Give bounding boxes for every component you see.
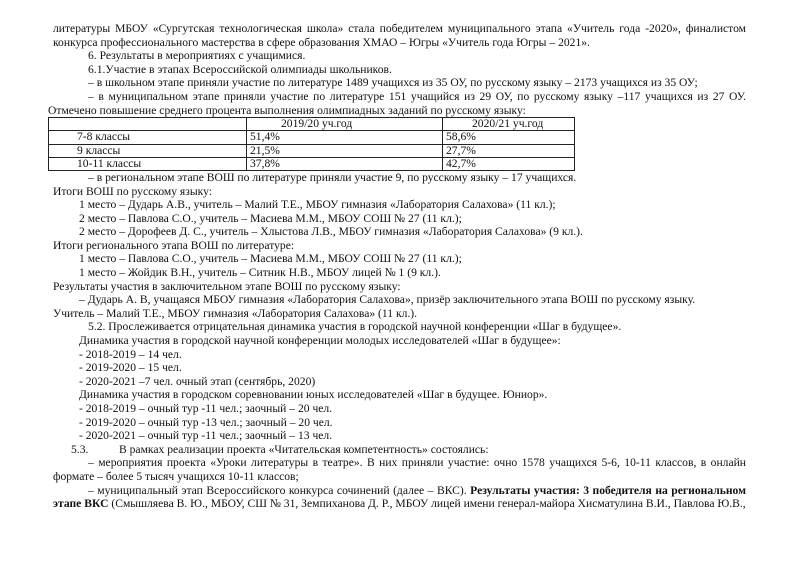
intro-line-1: литературы МБОУ «Сургутская технологическая школа» стала победителем муниципального этапа «Учитель года -2020», финалистом — [53, 22, 746, 35]
essay-line-1-bold: Результаты участия: 3 победителя на региональном — [470, 483, 746, 497]
table-cell: 9 классы — [49, 144, 247, 157]
final-stage-title: Результаты участия в заключительном этапе ВОШ по русскому языку: — [53, 279, 401, 293]
intro-line-2: конкурса профессионального мастерства в сфере образования ХМАО – Югры «Учитель года Югры – 2021». — [53, 35, 590, 49]
table-cell: 10-11 классы — [49, 157, 247, 170]
table-cell: 58,6% — [443, 131, 575, 144]
increase-note: Отмечено повышение среднего процента выполнения олимпиадных заданий по русскому языку: — [48, 103, 526, 117]
literature-result-item: 1 место – Павлова С.О., учитель – Масиева М.М., МБОУ СОШ № 27 (11 кл.); — [79, 252, 462, 266]
essay-line-1-plain: – муниципальный этап Всероссийского конкурса сочинений (далее – ВКС). — [88, 483, 471, 497]
school-stage-text: – в школьном этапе приняли участие по литературе 1489 учащихся из 35 ОУ, по русскому языку – 2173 учащихся из 35 ОУ; — [88, 76, 698, 90]
final-stage-teacher: Учитель – Малий Т.Е., МБОУ гимназия «Лаборатория Салахова» (11 кл.). — [53, 306, 418, 320]
conf-dynamics-item: - 2018-2019 – 14 чел. — [79, 347, 182, 361]
junior-dynamics-title: Динамика участия в городском соревновании юных исследователей «Шаг в будущее. Юниор». — [79, 388, 548, 402]
conf-dynamics-title: Динамика участия в городской научной конференции молодых исследователей «Шаг в будущее»: — [79, 334, 561, 348]
section-6-title: 6. Результаты в мероприятиях с учащимися. — [88, 49, 306, 63]
olympiad-results-table — [48, 117, 575, 171]
section-5-3-number: 5.3. — [71, 442, 89, 456]
theatre-line-1: – мероприятия проекта «Уроки литературы в театре». В них приняли участие: очно 1578 учащихся 5-6, 10-11 классов, в онлайн — [88, 456, 746, 470]
table-cell: 37,8% — [247, 157, 443, 170]
essay-line-2 — [53, 497, 746, 511]
section-6-1-title: 6.1.Участие в этапах Всероссийской олимпиады школьников. — [88, 62, 392, 76]
table-row — [49, 144, 575, 157]
table-row — [49, 131, 575, 144]
table-cell: 21,5% — [247, 144, 443, 157]
essay-line-1 — [53, 484, 746, 498]
theatre-line-2: формате – более 5 тысяч учащихся 10-11 классов; — [53, 469, 299, 483]
literature-result-item: 1 место – Жойдик В.Н., учитель – Ситник Н.В., МБОУ лицей № 1 (9 кл.). — [79, 266, 441, 280]
essay-line-2-bold: этапе ВКС — [53, 497, 109, 511]
russian-results-title: Итоги ВОШ по русскому языку: — [53, 184, 212, 198]
municipal-stage-text: – в муниципальном этапе приняли участие по литературе 151 учащийся из 29 ОУ, по русскому языку –117 учащихся из 27 ОУ. — [88, 89, 746, 103]
table-header-cell — [49, 118, 247, 131]
conf-dynamics-item: - 2020-2021 –7 чел. очный этап (сентябрь, 2020) — [79, 374, 316, 388]
section-5-2-title: 5.2. Прослеживается отрицательная динамика участия в городской научной конференции «Шаг в будущее». — [88, 320, 622, 334]
section-5-3-title: В рамках реализации проекта «Читательская компетентность» состоялись: — [119, 442, 489, 456]
table-cell: 7-8 классы — [49, 131, 247, 144]
junior-dynamics-item: - 2020-2021 – очный тур -11 чел.; заочный – 13 чел. — [79, 429, 333, 443]
section-5-3-heading — [53, 443, 746, 457]
table-cell: 51,4% — [247, 131, 443, 144]
russian-result-item: 1 место – Дударь А.В., учитель – Малий Т.Е., МБОУ гимназия «Лаборатория Салахова» (11 кл.); — [79, 198, 556, 212]
document-page — [48, 22, 746, 511]
russian-result-item: 2 место – Дорофеев Д. С., учитель – Хлыстова Л.В., МБОУ гимназия «Лаборатория Салахова» (9 кл.). — [79, 225, 583, 239]
essay-line-2-plain: (Смышляева В. Ю., МБОУ, СШ № 31, Земпиханова Д. Р., МБОУ лицей имени генерал-майора Хисматулина В.И., Павлова Ю.В., — [108, 497, 746, 511]
junior-dynamics-item: - 2019-2020 – очный тур -13 чел.; заочный – 20 чел. — [79, 415, 333, 429]
conf-dynamics-item: - 2019-2020 – 15 чел. — [79, 361, 182, 375]
russian-result-item: 2 место – Павлова С.О., учитель – Масиева М.М., МБОУ СОШ № 27 (11 кл.); — [79, 211, 462, 225]
table-cell: 42,7% — [443, 157, 575, 170]
table-header-cell: 2020/21 уч.год — [443, 118, 575, 131]
table-header-row — [49, 118, 575, 131]
table-cell: 27,7% — [443, 144, 575, 157]
table-header-cell: 2019/20 уч.год — [247, 118, 443, 131]
literature-results-title: Итоги регионального этапа ВОШ по литературе: — [53, 238, 295, 252]
junior-dynamics-item: - 2018-2019 – очный тур -11 чел.; заочный – 20 чел. — [79, 402, 333, 415]
table-row — [49, 157, 575, 170]
regional-stage-text: – в региональном этапе ВОШ по литературе приняли участие 9, по русскому языку – 17 учащихся. — [88, 170, 577, 184]
final-stage-result: – Дударь А. В, учащаяся МБОУ гимназия «Лаборатория Салахова», призёр заключительного этапа ВОШ по русскому языку. — [79, 293, 696, 307]
